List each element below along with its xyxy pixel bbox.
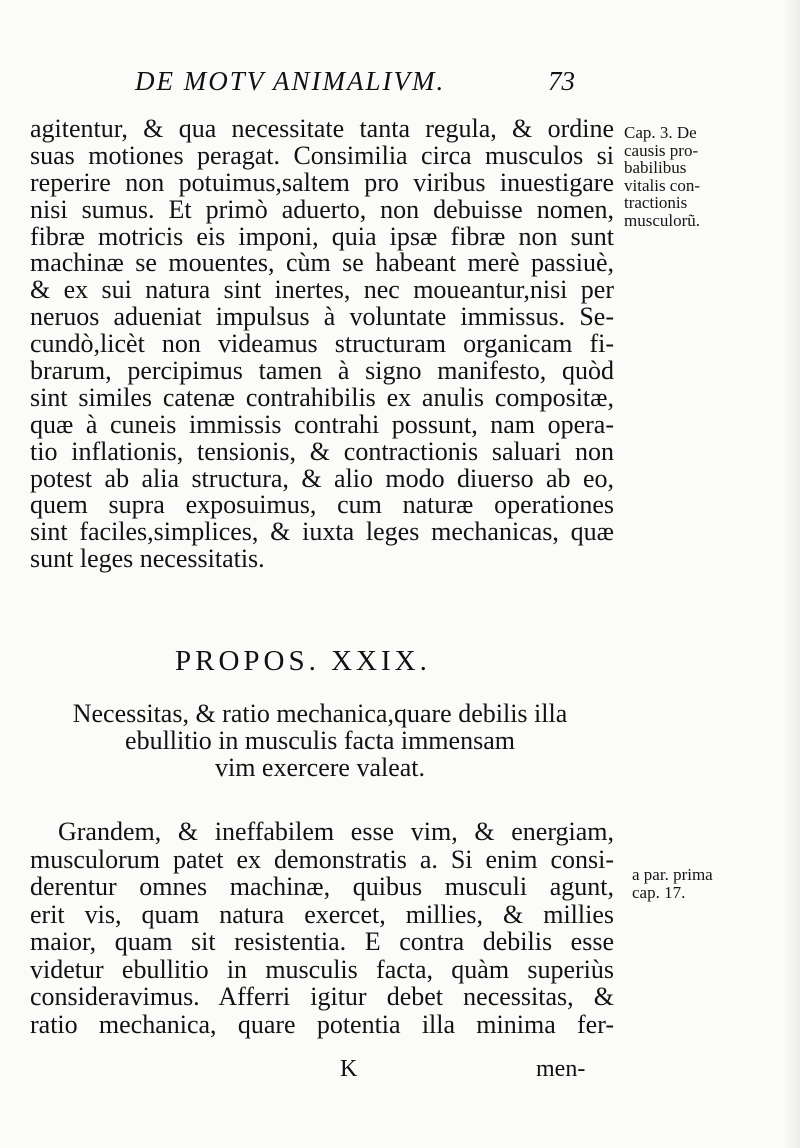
margin-note-line: Cap. 3. De	[624, 123, 697, 142]
margin-note-line: musculorũ.	[624, 210, 701, 230]
text-line: videtur ebullitio in musculis facta, quàm superiùs	[30, 954, 614, 984]
text-line: & ex sui natura sint inertes, nec moueantur,nisi per	[30, 275, 614, 305]
margin-note-line: a par. prima	[632, 865, 713, 884]
proposition-heading: PROPOS. XXIX.	[175, 645, 431, 677]
margin-note-reference	[632, 866, 713, 901]
text-line: tio inflationis, tensionis, & contractionis saluari non	[30, 436, 614, 466]
margin-note-line: causis pro-	[624, 140, 699, 160]
caption-line: Necessitas, & ratio mechanica,quare debilis illa	[72, 699, 568, 728]
caption-line: ebullitio in musculis facta immensam	[125, 726, 515, 755]
text-line: machinæ se mouentes, cùm se habeant merè passiuè,	[30, 248, 614, 278]
text-line: agitentur, & qua necessitate tanta regula, & ordine	[30, 114, 614, 143]
text-line: ratio mechanica, quare potentia illa minima fer-	[30, 1009, 614, 1039]
text-line: erit vis, quam natura exercet, millies, & millies	[30, 899, 614, 929]
text-line: musculorum patet ex demonstratis a. Si enim consi-	[30, 844, 614, 874]
proposition-caption	[40, 700, 600, 781]
text-line: sunt leges necessitatis.	[30, 544, 265, 574]
margin-note-line: babilibus	[624, 158, 687, 177]
text-line: maior, quam sit resistentia. E contra debilis esse	[30, 927, 614, 956]
text-line: potest ab alia structura, & alio modo diuerso ab eo,	[30, 463, 614, 493]
margin-note-chapter	[624, 124, 700, 229]
paragraph-1	[30, 116, 614, 573]
text-line: fibræ motricis eis imponi, quia ipsæ fibræ non sunt	[30, 221, 614, 251]
catchword: men-	[536, 1056, 586, 1082]
text-line: quæ à cuneis immissis contrahi possunt, nam opera-	[30, 409, 614, 439]
page-edge-shadow	[782, 0, 800, 1148]
text-line: neruos adueniat impulsus à voluntate immissus. Se-	[30, 302, 614, 332]
text-line: reperire non potuimus,saltem pro viribus inuestigare	[30, 167, 614, 197]
text-line: derentur omnes machinæ, quibus musculi agunt,	[30, 872, 614, 901]
text-line: suas motiones peragat. Consimilia circa musculos si	[30, 140, 614, 170]
margin-note-line: vitalis con-	[624, 175, 701, 195]
text-line: sint faciles,simplices, & iuxta leges mechanicas, quæ	[30, 517, 614, 547]
page-number: 73	[548, 66, 575, 96]
paragraph-2	[30, 818, 614, 1038]
margin-note-line: tractionis	[624, 193, 688, 212]
signature-mark: K	[340, 1056, 358, 1082]
text-line: cundò,licèt non videamus structuram organicam fi-	[30, 329, 614, 359]
text-line: sint similes catenæ contrahibilis ex anulis compositæ,	[30, 382, 614, 412]
text-line: consideravimus. Afferri igitur debet necessitas, &	[30, 982, 614, 1011]
text-line: quem supra exposuimus, cum naturæ operationes	[30, 490, 614, 520]
text-line: brarum, percipimus tamen à signo manifesto, quòd	[30, 356, 614, 386]
running-head: DE MOTV ANIMALIVM.	[135, 66, 446, 96]
margin-note-line: cap. 17.	[632, 882, 686, 902]
text-line: Grandem, & ineffabilem esse vim, & energiam,	[58, 817, 614, 846]
text-line: nisi sumus. Et primò aduerto, non debuisse nomen,	[30, 194, 614, 224]
caption-line: vim exercere valeat.	[214, 753, 426, 782]
